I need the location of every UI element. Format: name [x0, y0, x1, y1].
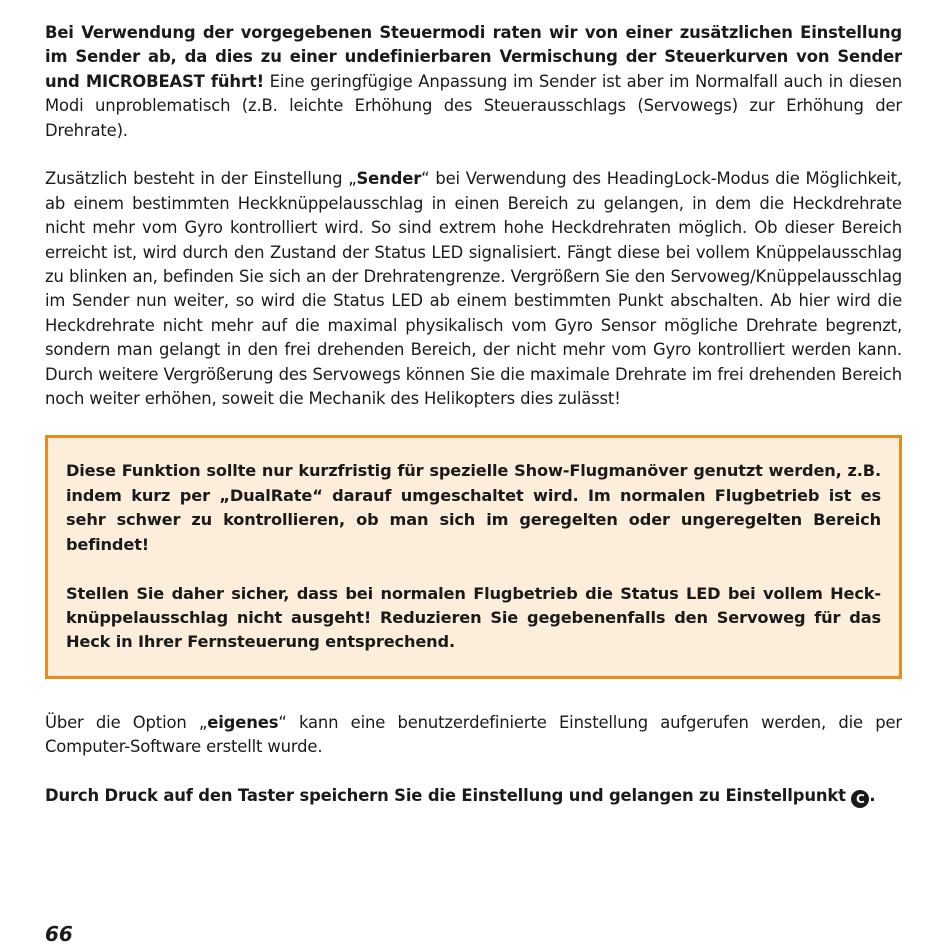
custom-option-paragraph	[45, 711, 902, 760]
warning-text-1: Diese Funktion sollte nur kurzfristig für spezielle Show-Flugmanöver genutzt werden, z.B. indem kurz per „DualRate“ darauf umgeschaltet wird. Im normalen Flugbetrieb ist es sehr schwer zu kontrollieren, ob man sich im geregelten oder ungeregelten Bereich befindet!	[66, 461, 881, 554]
warning-box	[45, 435, 902, 678]
custom-option-label: eigenes	[207, 712, 279, 732]
page-content	[45, 21, 902, 808]
warning-text-2: Stellen Sie daher sicher, dass bei normalen Flugbetrieb die Status LED bei vollem Heck-knüppelausschlag nicht ausgeht! Reduzieren Sie gegebenenfalls den Servoweg für das Heck in Ihrer Fernsteuerung entsprechend.	[66, 583, 881, 652]
page-number: 66	[45, 922, 73, 946]
step-c-icon: C	[851, 790, 869, 808]
save-instruction-text: Durch Druck auf den Taster speichern Sie die Einstellung und gelangen zu Einstellpunkt	[45, 785, 852, 805]
sender-mode-paragraph	[45, 167, 902, 411]
intro-paragraph	[45, 21, 902, 143]
sender-option-label: Sender	[356, 169, 422, 189]
sender-paragraph-start: Zusätzlich besteht in der Einstellung „	[45, 169, 357, 189]
sender-paragraph-rest: “ bei Verwendung des HeadingLock-Modus die Möglichkeit, ab einem bestimmten Heckknüppelausschlag in einen Bereich zu gelangen, in dem die Heckdrehrate nicht mehr vom Gyro kontrolliert wird. So sind extrem hohe Heckdrehraten möglich. Ob dieser Bereich erreicht ist, wird durch den Zustand der Status LED signalisiert. Fängt diese bei vollem Knüppelausschlag zu blinken an, befinden Sie sich an der Drehratengrenze. Vergrößern Sie den Servoweg/Knüppelausschlag im Sender nun weiter, so wird die Status LED ab einem bestimmten Punkt abschalten. Ab hier wird die Heckdrehrate nicht mehr auf die maximal physikalisch vom Gyro Sensor mögliche Drehrate begrenzt, sondern man gelangt in den frei drehenden Bereich, der nicht mehr vom Gyro kontrolliert werden kann. Durch weitere Vergrößerung des Servowegs können Sie die maximale Drehrate im frei drehenden Bereich noch weiter erhöhen, soweit die Mechanik des Helikopters dies zulässt!	[45, 169, 902, 409]
save-instruction-paragraph	[45, 784, 902, 808]
intro-paragraph-text: Eine geringfügige Anpassung im Sender ist aber im Normalfall auch in diesen Modi unproblematisch (z.B. leichte Erhöhung des Steuerausschlags (Servowegs) zur Erhöhung der Drehrate).	[45, 71, 902, 140]
custom-paragraph-rest: “ kann eine benutzerdefinierte Einstellung aufgerufen werden, die per Computer-Software erstellt wurde.	[45, 712, 902, 757]
save-instruction-end: .	[869, 785, 876, 805]
custom-paragraph-start: Über die Option „	[45, 712, 208, 732]
intro-warning-bold: Bei Verwendung der vorgegebenen Steuermodi raten wir von einer zusätzlichen Einstellung im Sender ab, da dies zu einer undefinierbaren Vermischung der Steuerkurven von Sender und MICROBEAST führt!	[45, 23, 902, 91]
